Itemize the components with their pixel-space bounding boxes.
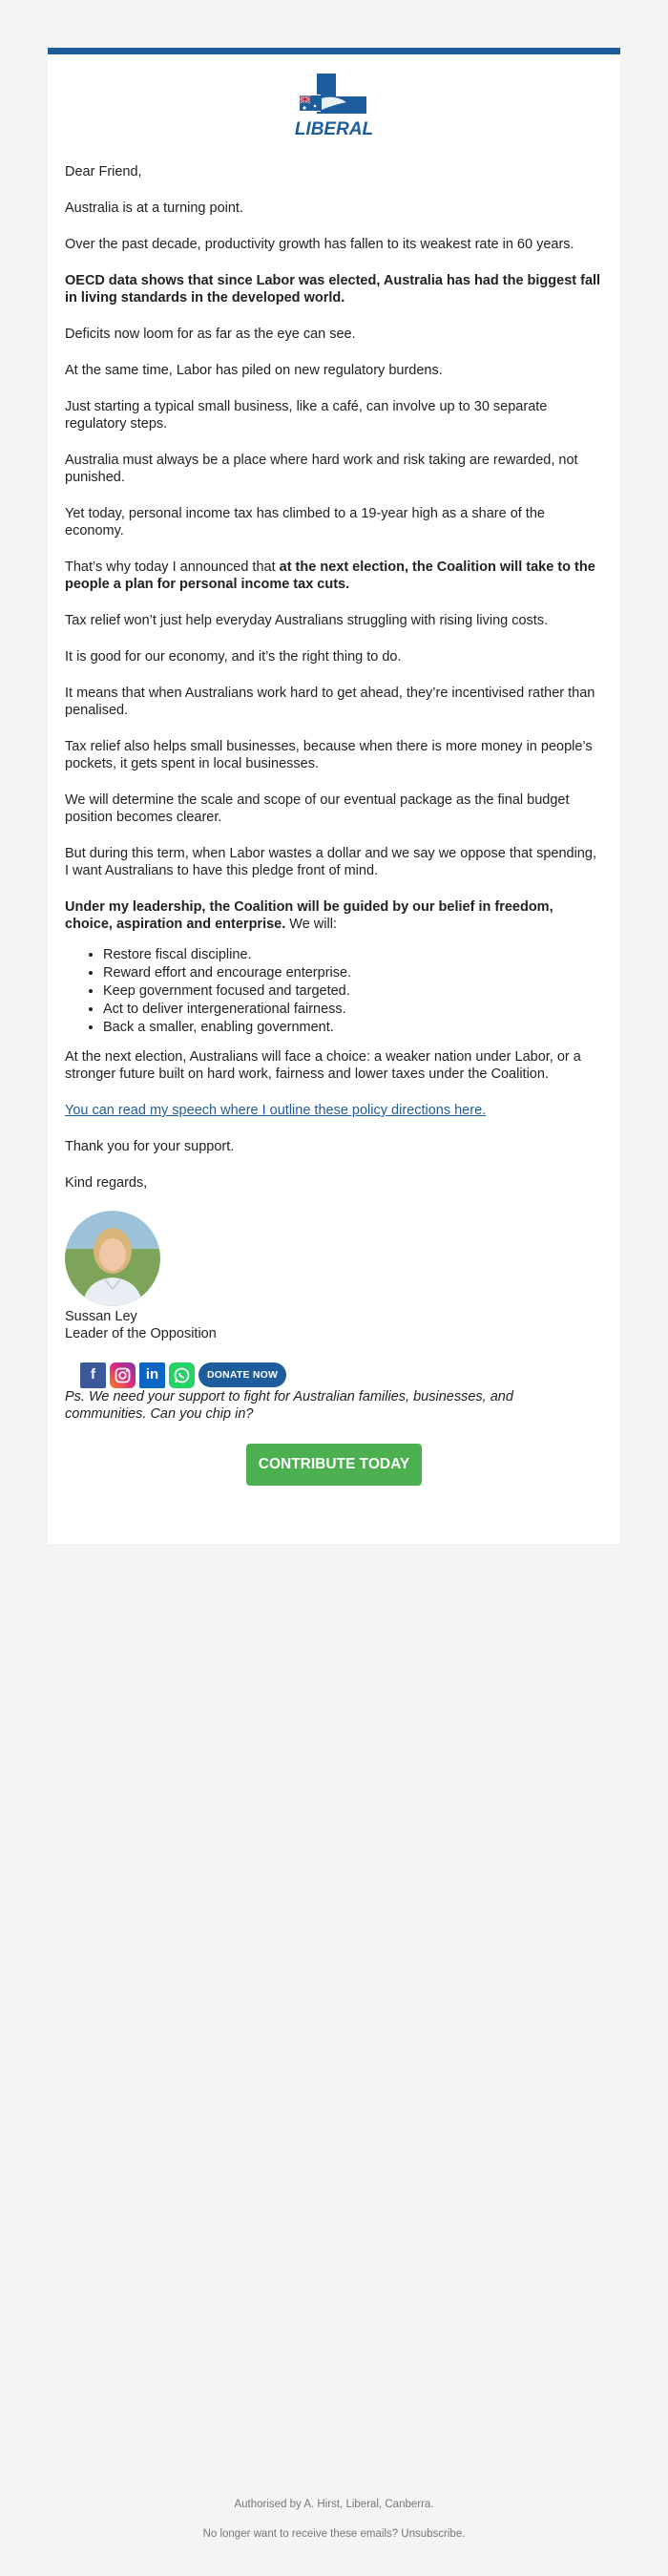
signer-photo — [65, 1211, 160, 1306]
paragraph-productivity: Over the past decade, productivity growth has fallen to its weakest rate in 60 years. — [65, 237, 574, 252]
paragraph-small-business-relief: Tax relief also helps small businesses, because when there is more money in people’s pockets, it gets spent in local businesses. — [65, 739, 593, 771]
liberal-logo[interactable] — [290, 72, 378, 140]
oecd-bold-text: OECD data shows that since Labor was elected, Australia has had the biggest fall in living standards in the developed world. — [65, 273, 601, 306]
thanks-paragraph: Thank you for your support. — [65, 1139, 235, 1154]
logo-area — [48, 54, 620, 144]
paragraph-tax-relief: Tax relief won’t just help everyday Australians struggling with rising living costs. — [65, 613, 549, 628]
facebook-icon[interactable]: f — [80, 1362, 106, 1388]
leadership-tail: We will: — [285, 917, 337, 932]
paragraph-small-business: Just starting a typical small business, like a café, can involve up to 30 separate regulatory steps. — [65, 399, 548, 432]
paragraph-leadership — [65, 898, 603, 933]
paragraph-incentive: It means that when Australians work hard to get ahead, they’re incentivised rather than penalised. — [65, 686, 595, 718]
cta-wrap — [65, 1444, 603, 1486]
list-item: • Act to deliver intergenerational fairness. — [103, 1001, 603, 1019]
instagram-icon[interactable] — [110, 1362, 136, 1388]
paragraph-announcement — [65, 559, 603, 593]
paragraph-economy: It is good for our economy, and it’s the right thing to do. — [65, 649, 402, 665]
paragraph-pledge: But during this term, when Labor wastes a dollar and we say we oppose that spending, I want Australians to have this pledge front of mind. — [65, 846, 596, 878]
announcement-bold: at the next election, the Coalition will take to the people a plan for personal income tax cuts. — [65, 560, 595, 592]
paragraph-oecd — [65, 272, 603, 306]
leadership-bold: Under my leadership, the Coalition will be guided by our belief in freedom, choice, aspiration and enterprise. — [65, 899, 553, 932]
paragraph-regulatory: At the same time, Labor has piled on new regulatory burdens. — [65, 363, 443, 378]
letter-body — [48, 144, 620, 1486]
list-item: • Restore fiscal discipline. — [103, 946, 603, 964]
ps-text: Ps. We need your support to fight for Australian families, businesses, and communities. Can you chip in? — [65, 1389, 513, 1422]
paragraph-turning-point: Australia is at a turning point. — [65, 201, 243, 216]
donate-now-button[interactable]: DONATE NOW — [198, 1362, 286, 1387]
list-item: • Back a smaller, enabling government. — [103, 1019, 603, 1037]
announcement-lead: That’s why today I announced that — [65, 560, 280, 575]
social-links — [80, 1362, 603, 1388]
footer-authorised: Authorised by A. Hirst, Liberal, Canberra. — [234, 2499, 434, 2510]
signer-title: Leader of the Opposition — [65, 1326, 217, 1341]
contribute-today-button[interactable]: CONTRIBUTE TODAY — [246, 1444, 422, 1486]
priorities-list — [65, 946, 603, 1037]
paragraph-deficits: Deficits now loom for as far as the eye can see. — [65, 327, 356, 342]
signer-name: Sussan Ley — [65, 1309, 137, 1324]
paragraph-hard-work: Australia must always be a place where hard work and risk taking are rewarded, not punished. — [65, 453, 578, 485]
speech-paragraph — [65, 1102, 603, 1119]
speech-link[interactable]: You can read my speech where I outline these policy directions here. — [65, 1103, 487, 1118]
paragraph-income-tax: Yet today, personal income tax has climbed to a 19-year high as a share of the economy. — [65, 506, 545, 538]
greeting: Dear Friend, — [65, 164, 142, 179]
list-item: • Keep government focused and targeted. — [103, 982, 603, 1001]
paragraph-scale-scope: We will determine the scale and scope of our eventual package as the final budget position becomes clearer. — [65, 792, 570, 825]
list-item: • Reward effort and encourage enterprise. — [103, 964, 603, 982]
logo-wordmark: LIBERAL — [294, 119, 374, 139]
paragraph-choice: At the next election, Australians will face a choice: a weaker nation under Labor, or a stronger future built on hard work, fairness and lower taxes under the Coalition. — [65, 1049, 581, 1082]
linkedin-icon[interactable]: in — [139, 1362, 165, 1388]
regards: Kind regards, — [65, 1175, 148, 1191]
whatsapp-icon[interactable] — [169, 1362, 195, 1388]
footer-unsubscribe[interactable]: No longer want to receive these emails? Unsubscribe. — [202, 2528, 466, 2540]
email-card — [48, 48, 620, 1544]
